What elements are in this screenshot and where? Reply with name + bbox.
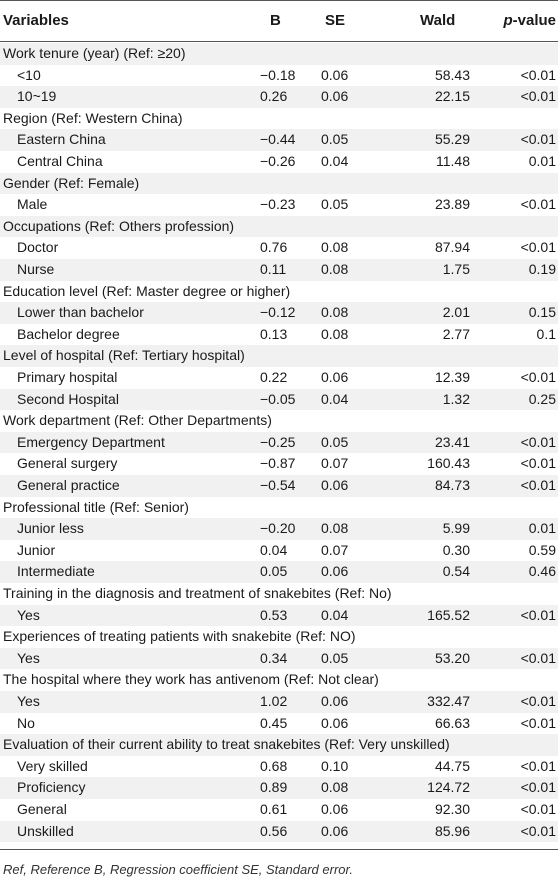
se-value: 0.08 — [321, 779, 349, 796]
group-label: Evaluation of their current ability to treat snakebites (Ref: Very unskilled) — [3, 736, 450, 753]
wald-value: 11.48 — [436, 153, 470, 169]
wald-value: 165.52 — [427, 606, 470, 623]
se-value: 0.10 — [321, 757, 349, 774]
table-row — [0, 540, 558, 562]
variable-label: Very skilled — [17, 757, 88, 774]
variable-label: Central China — [17, 153, 103, 169]
table-row — [0, 129, 558, 151]
se-value: 0.06 — [321, 822, 349, 839]
table-row — [0, 324, 558, 346]
se-value: 0.07 — [321, 455, 349, 472]
wald-value: 87.94 — [434, 239, 470, 256]
p-value: <0.01 — [520, 779, 556, 796]
p-value: <0.01 — [520, 649, 556, 666]
variable-label: Bachelor degree — [17, 325, 120, 342]
table-row — [0, 367, 558, 389]
b-value: 0.22 — [260, 369, 288, 385]
group-label: Professional title (Ref: Senior) — [3, 498, 189, 515]
wald-value: 0.54 — [442, 563, 470, 580]
se-value: 0.04 — [321, 153, 349, 169]
p-value: 0.15 — [528, 304, 556, 321]
wald-value: 92.30 — [434, 801, 470, 817]
group-header-row — [0, 173, 558, 195]
table-row — [0, 518, 558, 540]
table-row — [0, 237, 558, 259]
wald-value: 23.89 — [434, 196, 470, 213]
header-wald: Wald — [420, 12, 456, 29]
se-value: 0.08 — [321, 239, 349, 256]
wald-value: 2.01 — [442, 304, 470, 321]
wald-value: 22.15 — [434, 88, 470, 105]
se-value: 0.05 — [321, 196, 349, 213]
variable-label: No — [17, 714, 35, 731]
b-value: 0.11 — [260, 261, 287, 277]
se-value: 0.06 — [321, 66, 349, 83]
variable-label: Doctor — [17, 239, 59, 256]
group-header-row — [0, 345, 558, 367]
table-footnote: Ref, Reference B, Regression coefficient SE, Standard error. — [3, 862, 353, 877]
table-row — [0, 648, 558, 670]
se-value: 0.04 — [321, 606, 349, 623]
b-value: 0.89 — [260, 779, 288, 796]
p-value: <0.01 — [520, 693, 556, 709]
group-label: Region (Ref: Western China) — [3, 109, 183, 126]
variable-label: Lower than bachelor — [17, 304, 144, 321]
wald-value: 53.20 — [434, 649, 470, 666]
header-p-value — [496, 0, 556, 41]
group-header-row — [0, 734, 558, 756]
table-row — [0, 821, 558, 843]
variable-label: Yes — [17, 693, 40, 709]
p-value: 0.01 — [528, 153, 556, 169]
p-value: <0.01 — [520, 455, 556, 472]
b-value: 0.61 — [260, 801, 288, 817]
wald-value: 1.75 — [442, 261, 470, 277]
group-header-row — [0, 583, 558, 605]
table-row — [0, 65, 558, 87]
p-value: <0.01 — [520, 477, 556, 493]
p-value: <0.01 — [520, 714, 556, 731]
variable-label: Male — [17, 196, 48, 213]
group-header-row — [0, 216, 558, 238]
b-value: −0.87 — [260, 455, 296, 472]
b-value: 0.34 — [260, 649, 288, 666]
variable-label: Unskilled — [17, 822, 74, 839]
header-rule — [0, 41, 558, 42]
se-value: 0.06 — [321, 714, 349, 731]
variable-label: Proficiency — [17, 779, 86, 796]
wald-value: 66.63 — [434, 714, 470, 731]
group-label: Training in the diagnosis and treatment of snakebites (Ref: No) — [3, 585, 392, 601]
b-value: −0.20 — [260, 520, 296, 537]
variable-label: 10~19 — [17, 88, 57, 105]
se-value: 0.04 — [321, 390, 349, 407]
b-value: 0.53 — [260, 606, 288, 623]
wald-value: 2.77 — [442, 325, 470, 342]
se-value: 0.06 — [321, 477, 349, 493]
p-value: 0.19 — [528, 261, 556, 277]
variable-label: General — [17, 801, 67, 817]
se-value: 0.07 — [321, 541, 349, 558]
group-label: The hospital where they work has antivenom (Ref: Not clear) — [3, 671, 379, 688]
se-value: 0.05 — [321, 131, 349, 148]
b-value: 0.76 — [260, 239, 288, 256]
group-label: Level of hospital (Ref: Tertiary hospital) — [3, 347, 245, 364]
b-value: −0.44 — [260, 131, 296, 148]
wald-value: 12.39 — [434, 369, 470, 385]
variable-label: Emergency Department — [17, 433, 165, 450]
header-se: SE — [325, 12, 346, 29]
wald-value: 0.30 — [442, 541, 470, 558]
se-value: 0.06 — [321, 563, 349, 580]
group-label: Gender (Ref: Female) — [3, 174, 140, 191]
p-value: <0.01 — [520, 822, 556, 839]
wald-value: 332.47 — [427, 693, 470, 709]
p-value: 0.1 — [536, 325, 556, 342]
table-row — [0, 389, 558, 411]
table-row — [0, 713, 558, 735]
variable-label: <10 — [17, 66, 41, 83]
variable-label: Second Hospital — [17, 390, 119, 407]
b-value: −0.12 — [260, 304, 296, 321]
variable-label: Eastern China — [17, 131, 106, 148]
table-row — [0, 86, 558, 108]
group-header-row — [0, 626, 558, 648]
wald-value: 84.73 — [434, 477, 470, 493]
wald-value: 58.43 — [434, 66, 470, 83]
table-row — [0, 777, 558, 799]
se-value: 0.08 — [321, 304, 349, 321]
group-header-row — [0, 43, 558, 65]
se-value: 0.05 — [321, 649, 349, 666]
table-row — [0, 151, 558, 173]
variable-label: Junior — [17, 541, 56, 558]
group-label: Occupations (Ref: Others profession) — [3, 217, 235, 234]
wald-value: 5.99 — [442, 520, 470, 537]
variable-label: Nurse — [17, 261, 55, 277]
se-value: 0.06 — [321, 369, 349, 385]
p-value: <0.01 — [520, 369, 556, 385]
se-value: 0.08 — [321, 520, 349, 537]
b-value: 0.56 — [260, 822, 288, 839]
p-value: <0.01 — [520, 66, 556, 83]
table-row — [0, 605, 558, 627]
b-value: −0.23 — [260, 196, 296, 213]
table-row — [0, 691, 558, 713]
table-row — [0, 453, 558, 475]
group-header-row — [0, 281, 558, 303]
wald-value: 55.29 — [434, 131, 470, 148]
b-value: 0.04 — [260, 541, 288, 558]
header-b: B — [270, 12, 281, 29]
b-value: −0.05 — [260, 390, 296, 407]
table-row — [0, 432, 558, 454]
header-variables: Variables — [3, 12, 69, 29]
header-p-italic: p — [503, 12, 513, 29]
p-value: <0.01 — [520, 606, 556, 623]
se-value: 0.05 — [321, 433, 349, 450]
b-value: 0.68 — [260, 757, 288, 774]
se-value: 0.06 — [321, 801, 349, 817]
table-row — [0, 756, 558, 778]
group-header-row — [0, 108, 558, 130]
group-label: Experiences of treating patients with snakebite (Ref: NO) — [3, 628, 356, 645]
table-row — [0, 475, 558, 497]
wald-value: 85.96 — [434, 822, 470, 839]
p-value: 0.01 — [528, 520, 556, 537]
group-header-row — [0, 669, 558, 691]
wald-value: 23.41 — [434, 433, 470, 450]
p-value: <0.01 — [520, 239, 556, 256]
b-value: 1.02 — [260, 693, 288, 709]
p-value: 0.46 — [528, 563, 556, 580]
variable-label: General practice — [17, 477, 120, 493]
b-value: −0.18 — [260, 66, 296, 83]
variable-label: Intermediate — [17, 563, 95, 580]
variable-label: Yes — [17, 606, 40, 623]
group-header-row — [0, 410, 558, 432]
p-value: <0.01 — [520, 131, 556, 148]
header-p-suffix: -value — [512, 12, 556, 29]
p-value: 0.25 — [528, 390, 556, 407]
b-value: −0.25 — [260, 433, 296, 450]
table-row — [0, 799, 558, 821]
wald-value: 1.32 — [442, 390, 470, 407]
p-value: <0.01 — [520, 196, 556, 213]
table-row — [0, 302, 558, 324]
se-value: 0.08 — [321, 325, 349, 342]
group-label: Work tenure (year) (Ref: ≥20) — [3, 45, 186, 61]
group-header-row — [0, 497, 558, 519]
p-value: 0.59 — [528, 541, 556, 558]
se-value: 0.06 — [321, 693, 349, 709]
variable-label: Junior less — [17, 520, 84, 537]
b-value: 0.05 — [260, 563, 288, 580]
b-value: −0.26 — [260, 153, 296, 169]
wald-value: 160.43 — [427, 455, 470, 472]
wald-value: 124.72 — [427, 779, 470, 796]
b-value: 0.45 — [260, 714, 288, 731]
group-label: Education level (Ref: Master degree or higher) — [3, 282, 291, 299]
p-value: <0.01 — [520, 801, 556, 817]
table-row — [0, 561, 558, 583]
bottom-rule — [0, 849, 558, 850]
b-value: 0.26 — [260, 88, 288, 105]
se-value: 0.08 — [321, 261, 349, 277]
wald-value: 44.75 — [434, 757, 470, 774]
b-value: −0.54 — [260, 477, 296, 493]
table-row — [0, 259, 558, 281]
p-value: <0.01 — [520, 88, 556, 105]
p-value: <0.01 — [520, 433, 556, 450]
b-value: 0.13 — [260, 325, 288, 342]
variable-label: Primary hospital — [17, 369, 118, 385]
variable-label: General surgery — [17, 455, 118, 472]
table-row — [0, 194, 558, 216]
group-label: Work department (Ref: Other Departments) — [3, 412, 272, 429]
variable-label: Yes — [17, 649, 40, 666]
se-value: 0.06 — [321, 88, 349, 105]
p-value: <0.01 — [520, 757, 556, 774]
